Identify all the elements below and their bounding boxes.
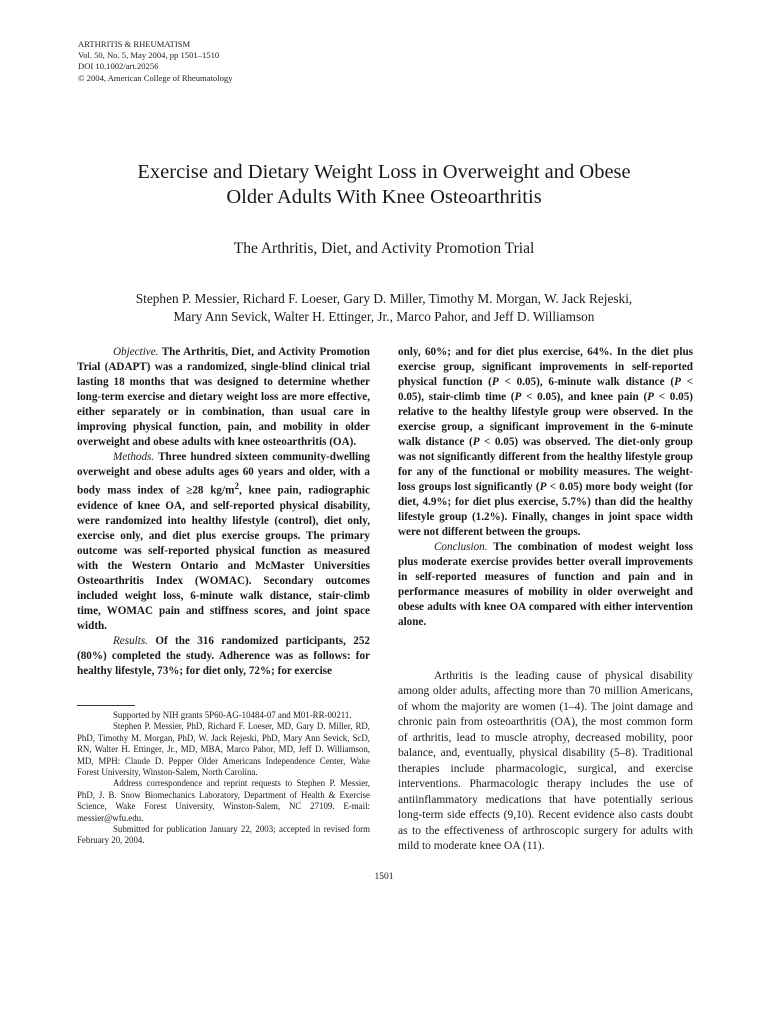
p-value-symbol: P: [514, 391, 522, 403]
body-text-intro: [398, 669, 693, 854]
abstract-objective: [77, 345, 370, 450]
footnote-correspondence: Address correspondence and reprint requests to Stephen P. Messier, PhD, J. B. Snow Biomechanics Laboratory, Department of Health & Exercise Science, Wake Forest University, Winston-Salem, NC 27109. E-mail: messier@wfu.edu.: [77, 778, 370, 823]
footnote-affiliations: Stephen P. Messier, PhD, Richard F. Loeser, MD, Gary D. Miller, RD, PhD, Timothy M. Morgan, PhD, W. Jack Rejeski, PhD, Mary Ann Sevick, ScD, RN, Walter H. Ettinger, Jr., MD, MBA, Marco Pahor, MD, Jeff D. Williamson, MD, MPH: Claude D. Pepper Older Americans Independence Center, Wake Forest University, Winston-Salem, North Carolina.: [77, 721, 370, 778]
objective-label: Objective.: [113, 346, 159, 358]
page-number: 1501: [374, 872, 394, 882]
p-value-symbol: P: [647, 391, 654, 403]
journal-copyright: © 2004, American College of Rheumatology: [78, 72, 233, 83]
intro-paragraph: Arthritis is the leading cause of physical disability among older adults, affecting more than 70 million Americans, of whom the majority are women (1–4). The joint damage and chronic pain from osteoarthritis (OA), the most common form of arthritis, lead to muscle atrophy, decreased mobility, poor balance, and, eventually, physical disability (5–8). Traditional therapies include pharmacologic, surgical, and exercise interventions. Pharmacologic therapy includes the use of antiinflammatory medications that have potentially serious long-term side effects (9,10). Recent evidence also casts doubt as to the effectiveness of arthroscopic surgery for adults with mild to moderate knee OA (11).: [398, 670, 693, 852]
methods-text-1: Three hundred sixteen community-dwelling overweight and obese adults ages 60 years and older, with a body mass index of ≥28 kg/m: [77, 451, 370, 497]
p-value-symbol: P: [674, 376, 681, 388]
p-value-symbol: P: [539, 481, 547, 493]
footnote-divider: [77, 705, 135, 706]
results-label: Results.: [113, 634, 148, 647]
article-title: [60, 160, 708, 210]
footnote-submission: Submitted for publication January 22, 2003; accepted in revised form February 20, 2004.: [77, 824, 370, 846]
abstract-results-continued: only, 60%; and for diet plus exercise, 64%. In the diet plus exercise group, significant improvements in self-reported physical function (P < 0.05), 6-minute walk distance (P < 0.05), stair-climb time (P < 0.05), and knee pain (P < 0.05) relative to the healthy lifestyle group were observed. In the exercise group, a significant improvement in the 6-minute walk distance (P < 0.05) was observed. The diet-only group was not significantly different from the healthy lifestyle group for any of the functional or mobility measures. The weight-loss groups lost significantly (P < 0.05) more body weight (for diet, 4.9%; for diet plus exercise, 5.7%) than did the healthy lifestyle group (1.2%). Finally, changes in joint space width were not different between the groups.: [398, 346, 694, 538]
results-text: Of the 316 randomized participants, 252 (80%) completed the study. Adherence was as follows: for healthy lifestyle, 73%; for diet only, 72%; for exercise: [77, 634, 370, 677]
abstract-methods: [77, 450, 370, 634]
author-line-2: Mary Ann Sevick, Walter H. Ettinger, Jr., Marco Pahor, and Jeff D. Williamson: [173, 308, 595, 324]
article-title-line-2: Older Adults With Knee Osteoarthritis: [226, 186, 542, 208]
footnote-support: Supported by NIH grants 5P60-AG-10484-07 and M01-RR-00211.: [113, 710, 352, 720]
footnotes: [77, 710, 370, 847]
journal-doi: DOI 10.1002/art.20256: [78, 61, 159, 72]
p-value-symbol: P: [472, 436, 480, 448]
article-subtitle: The Arthritis, Diet, and Activity Promotion Trial: [233, 240, 535, 257]
methods-text-2: , knee pain, radiographic evidence of knee OA, and self-reported physical disability, were randomized into healthy lifestyle (control), diet only, exercise only, and diet plus exercise groups. The primary outcome was self-reported physical function as measured with the Western Ontario and McMaster Universities Osteoarthritis Index (WOMAC). Secondary outcomes included weight loss, 6-minute walk distance, stair-climb time, WOMAC pain and stiffness scores, and joint space width.: [77, 484, 370, 632]
journal-header: [78, 39, 233, 84]
abstract-conclusion: [398, 540, 693, 630]
p-value-symbol: P: [491, 376, 499, 388]
abstract-left-column: [77, 345, 370, 679]
conclusion-text: The combination of modest weight loss plus moderate exercise provides better overall improvements in self-reported measures of function and pain and in performance measures of mobility in older overweight and obese adults with knee OA compared with either intervention alone.: [398, 541, 693, 628]
methods-label: Methods.: [113, 451, 155, 463]
objective-text: The Arthritis, Diet, and Activity Promotion Trial (ADAPT) was a randomized, single-blind clinical trial lasting 18 months that was designed to determine whether long-term exercise and dietary weight loss are more effective, either separately or in combination, than usual care in improving physical function, pain, and mobility in older overweight and obese adults with knee osteoarthritis (OA).: [77, 346, 370, 448]
author-list: [60, 290, 708, 325]
journal-volume: Vol. 50, No. 5, May 2004, pp 1501–1510: [78, 50, 220, 61]
abstract-results: [77, 634, 370, 679]
abstract-right-column: [398, 345, 693, 630]
journal-name: ARTHRITIS & RHEUMATISM: [78, 39, 191, 49]
methods-superscript: 2: [234, 482, 239, 492]
article-title-line-1: Exercise and Dietary Weight Loss in Overweight and Obese: [137, 161, 631, 183]
conclusion-label: Conclusion.: [434, 541, 488, 553]
author-line-1: Stephen P. Messier, Richard F. Loeser, Gary D. Miller, Timothy M. Morgan, W. Jack Rejeski,: [135, 291, 633, 306]
